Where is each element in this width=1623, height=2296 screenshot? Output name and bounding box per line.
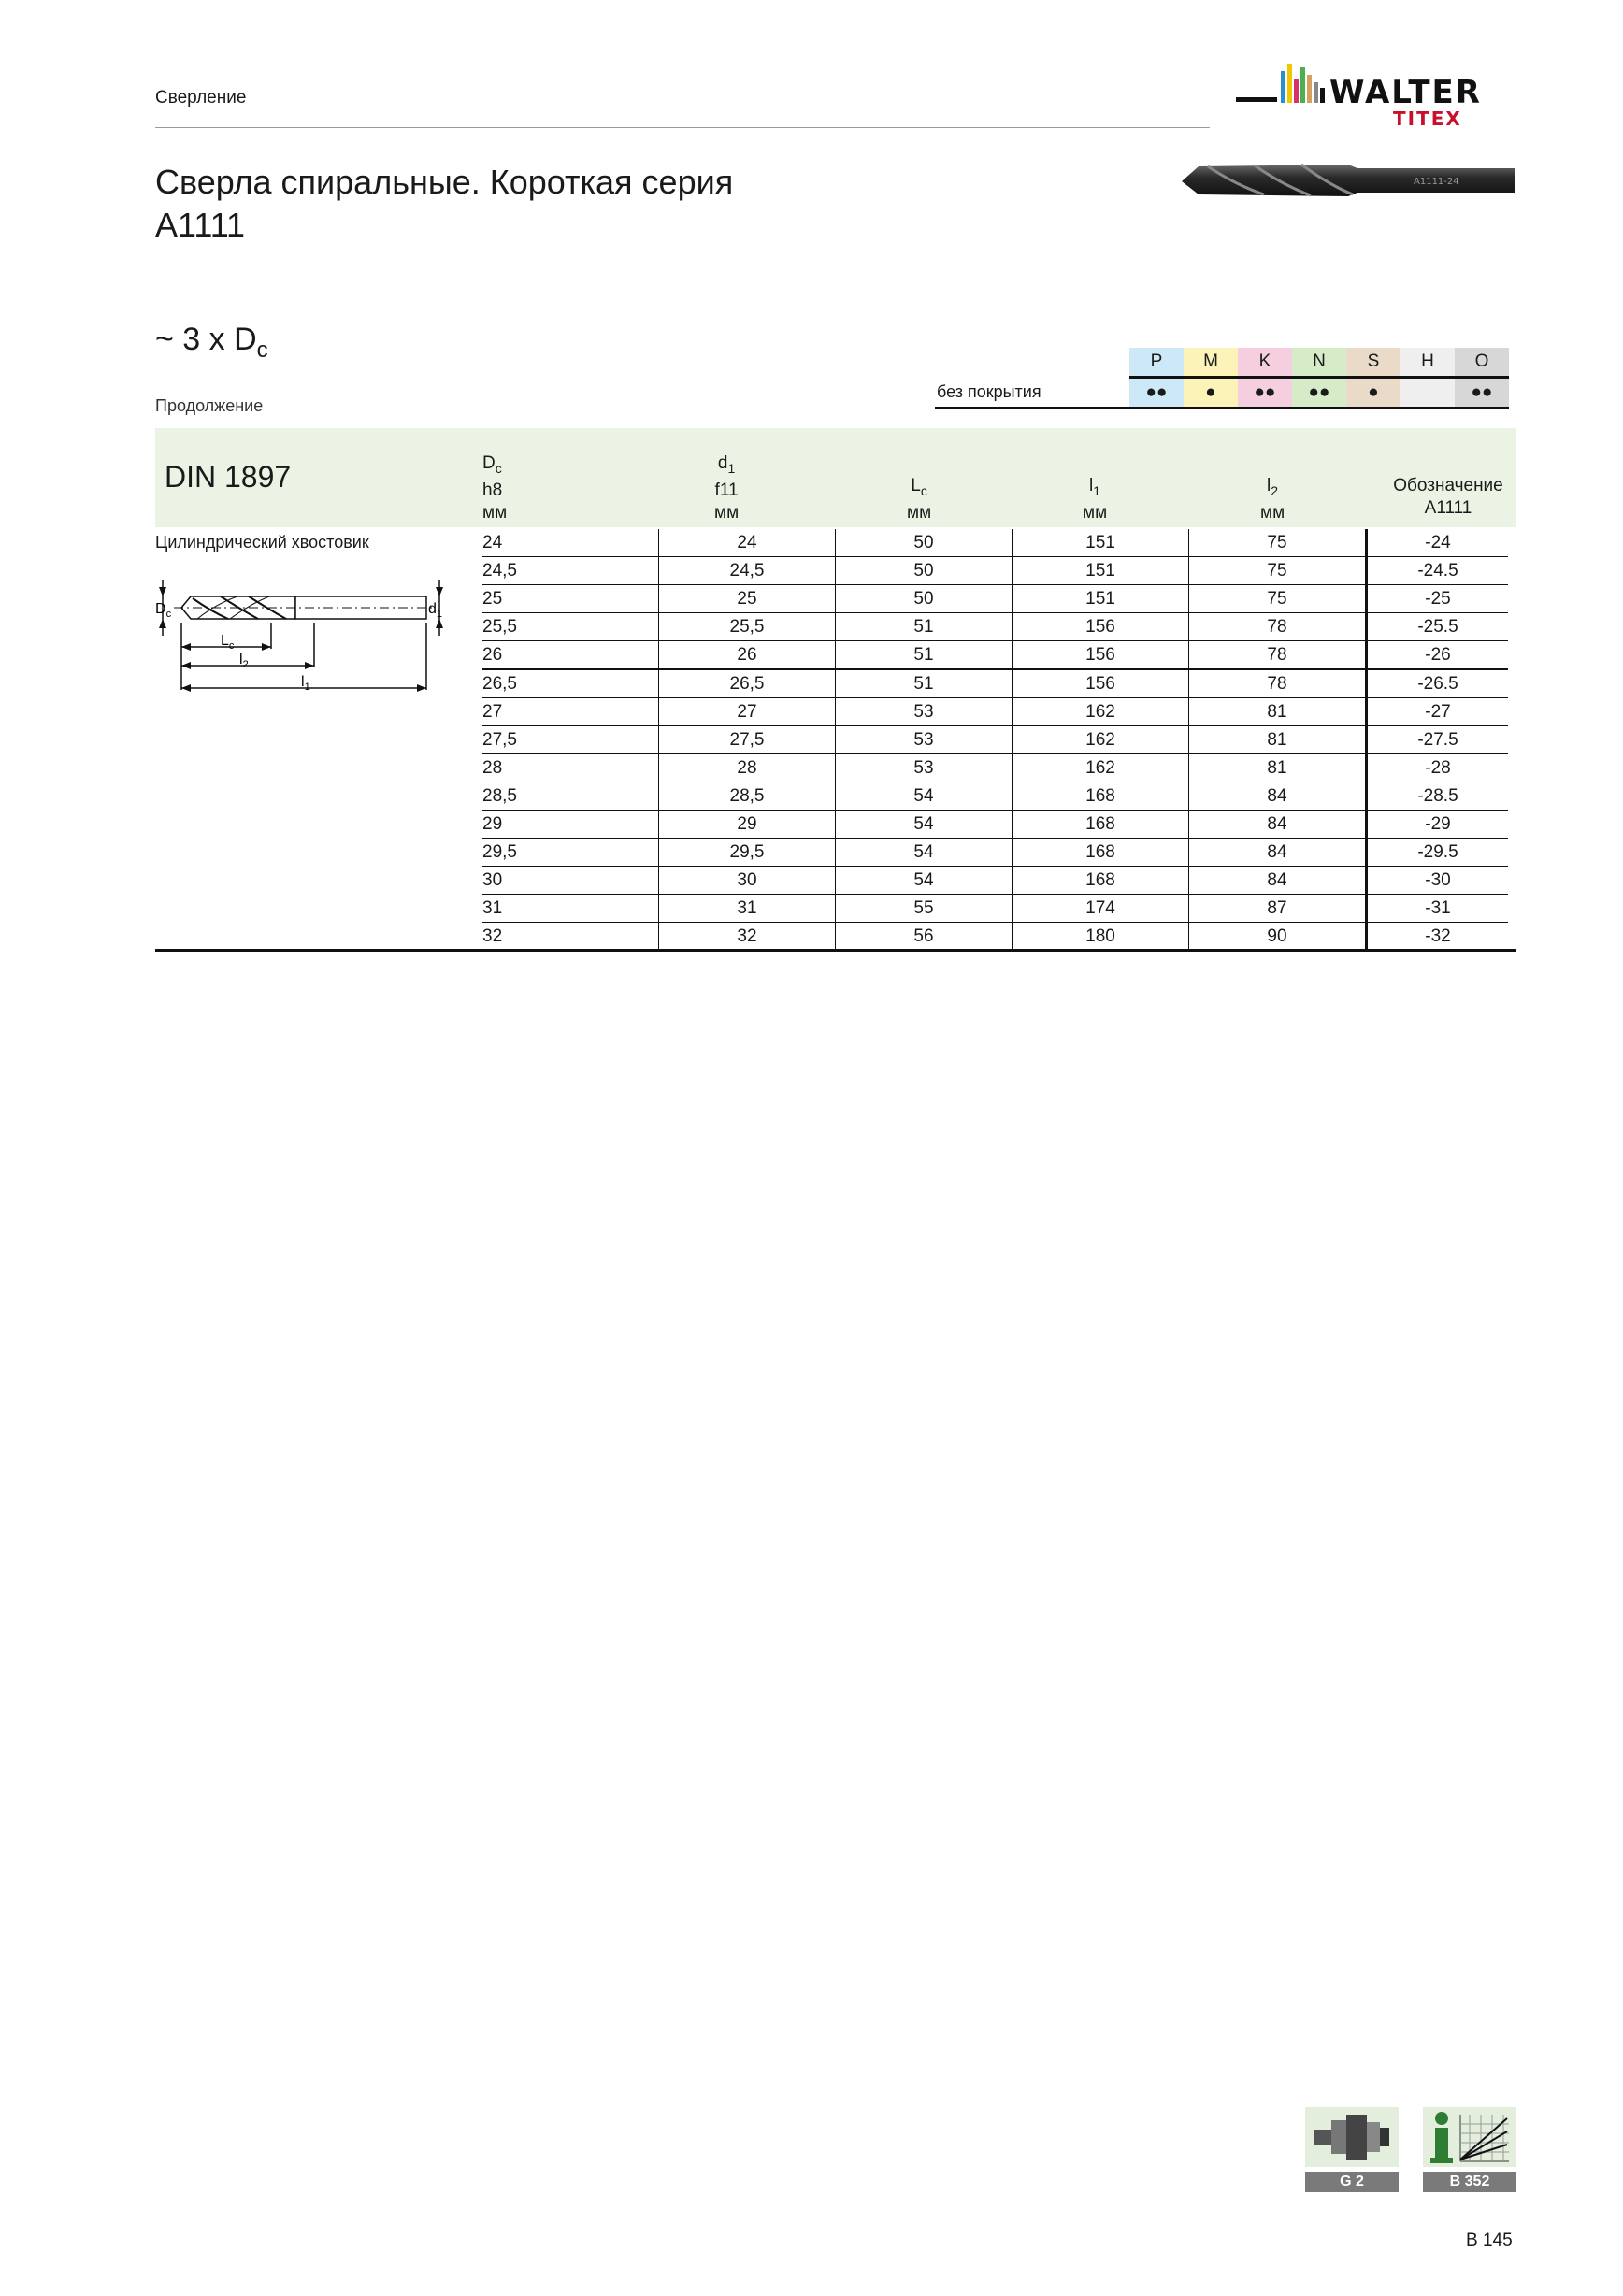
material-mark: ●● (1455, 378, 1509, 409)
cell-dc: 25,5 (482, 613, 659, 641)
cell-lc: 53 (836, 726, 1013, 754)
drill-photo (1180, 157, 1516, 204)
dimension-table (482, 529, 1508, 951)
diagram-d1: $d_1$ (428, 601, 443, 620)
cell-dc: 28 (482, 754, 659, 782)
logo-brand: WALTER (1329, 74, 1482, 111)
cell-d1: 27,5 (659, 726, 836, 754)
cell-dc: 29 (482, 811, 659, 839)
header-lc: $L_c$ мм (907, 476, 932, 523)
ratio-prefix: ~ 3 x D (155, 322, 257, 357)
cell-l1: 156 (1013, 641, 1189, 670)
table-row (482, 839, 1508, 867)
material-group: H (1400, 348, 1455, 378)
tool-holder-icon (1305, 2107, 1399, 2167)
page-number: B 145 (1466, 2231, 1513, 2250)
cell-l2: 84 (1189, 782, 1367, 811)
material-table (935, 348, 1509, 409)
header-rule (155, 127, 1210, 128)
cell-l2: 78 (1189, 641, 1367, 670)
cell-lc: 54 (836, 867, 1013, 895)
reference-g2-label: G 2 (1305, 2172, 1399, 2192)
material-group: O (1455, 348, 1509, 378)
material-mark: ●● (1292, 378, 1346, 409)
cell-code: -27 (1367, 698, 1509, 726)
info-chart-icon (1423, 2107, 1516, 2167)
cell-code: -28 (1367, 754, 1509, 782)
header-code: Обозначение A1111 (1393, 476, 1503, 518)
cell-dc: 24 (482, 529, 659, 557)
material-group: M (1184, 348, 1238, 378)
cell-code: -32 (1367, 923, 1509, 951)
diagram-l1: $l_1$ (301, 674, 310, 693)
cell-lc: 54 (836, 811, 1013, 839)
cell-l2: 84 (1189, 867, 1367, 895)
cell-d1: 25,5 (659, 613, 836, 641)
cell-l1: 168 (1013, 867, 1189, 895)
title-line-1: Сверла спиральные. Короткая серия (155, 163, 734, 201)
table-row (482, 895, 1508, 923)
logo-sub: TITEX (1393, 108, 1462, 130)
table-row (482, 557, 1508, 585)
table-row (482, 641, 1508, 670)
diagram-dc: $D_c$ (155, 601, 172, 620)
cell-lc: 51 (836, 669, 1013, 698)
cell-d1: 26,5 (659, 669, 836, 698)
cell-l1: 168 (1013, 782, 1189, 811)
drill-marking: A1111-24 (1414, 177, 1459, 187)
cell-code: -25 (1367, 585, 1509, 613)
reference-g2[interactable] (1305, 2107, 1399, 2188)
cell-l2: 87 (1189, 895, 1367, 923)
cell-l2: 78 (1189, 669, 1367, 698)
cell-dc: 31 (482, 895, 659, 923)
diagram-l2: $l_2$ (239, 652, 249, 670)
diagram-lc: $L_c$ (221, 633, 235, 652)
cell-l2: 81 (1189, 754, 1367, 782)
title-line-2: A1111 (155, 206, 246, 244)
cell-l1: 156 (1013, 613, 1189, 641)
cell-l1: 180 (1013, 923, 1189, 951)
cell-l2: 75 (1189, 557, 1367, 585)
material-mark: ● (1184, 378, 1238, 409)
cell-l1: 162 (1013, 726, 1189, 754)
header-l1: $l_1$ мм (1083, 476, 1108, 523)
cell-l1: 174 (1013, 895, 1189, 923)
cell-dc: 26,5 (482, 669, 659, 698)
page-title (155, 161, 733, 247)
cell-code: -28.5 (1367, 782, 1509, 811)
table-row (482, 811, 1508, 839)
cell-l1: 151 (1013, 557, 1189, 585)
cell-code: -26 (1367, 641, 1509, 670)
cell-d1: 28 (659, 754, 836, 782)
table-row (482, 698, 1508, 726)
cell-code: -29.5 (1367, 839, 1509, 867)
coating-label: без покрытия (935, 378, 1129, 409)
ratio-sub: c (256, 337, 268, 363)
cell-code: -24 (1367, 529, 1509, 557)
cell-dc: 27,5 (482, 726, 659, 754)
cell-l2: 75 (1189, 585, 1367, 613)
cell-lc: 54 (836, 839, 1013, 867)
shank-type: Цилиндрический хвостовик (155, 533, 369, 552)
table-bottom-rule (155, 949, 1516, 952)
cell-l2: 81 (1189, 726, 1367, 754)
table-row (482, 923, 1508, 951)
cell-lc: 50 (836, 585, 1013, 613)
cell-lc: 50 (836, 557, 1013, 585)
cell-d1: 28,5 (659, 782, 836, 811)
cell-d1: 29 (659, 811, 836, 839)
cell-l2: 84 (1189, 839, 1367, 867)
cell-dc: 28,5 (482, 782, 659, 811)
cell-code: -30 (1367, 867, 1509, 895)
cell-lc: 55 (836, 895, 1013, 923)
table-row (482, 754, 1508, 782)
table-row (482, 585, 1508, 613)
material-marks-row (935, 378, 1509, 409)
cell-l1: 168 (1013, 839, 1189, 867)
material-mark: ●● (1238, 378, 1292, 409)
cell-lc: 54 (836, 782, 1013, 811)
cell-l1: 168 (1013, 811, 1189, 839)
cell-dc: 26 (482, 641, 659, 670)
cell-d1: 32 (659, 923, 836, 951)
cell-d1: 24 (659, 529, 836, 557)
cell-l1: 156 (1013, 669, 1189, 698)
cell-l2: 90 (1189, 923, 1367, 951)
header-dc: $D_c$ h8 мм (482, 453, 508, 523)
din-standard: DIN 1897 (165, 460, 292, 494)
table-row (482, 726, 1508, 754)
cell-code: -31 (1367, 895, 1509, 923)
cell-dc: 29,5 (482, 839, 659, 867)
cell-dc: 32 (482, 923, 659, 951)
cell-code: -29 (1367, 811, 1509, 839)
cell-dc: 25 (482, 585, 659, 613)
cell-dc: 27 (482, 698, 659, 726)
cell-l1: 162 (1013, 754, 1189, 782)
table-row (482, 782, 1508, 811)
drill-dimension-diagram (155, 570, 454, 710)
cell-dc: 30 (482, 867, 659, 895)
cell-l2: 78 (1189, 613, 1367, 641)
cell-code: -25.5 (1367, 613, 1509, 641)
cell-l1: 151 (1013, 529, 1189, 557)
cell-lc: 51 (836, 613, 1013, 641)
cell-l2: 75 (1189, 529, 1367, 557)
table-header-band (155, 428, 1516, 527)
material-group: P (1129, 348, 1184, 378)
cell-d1: 31 (659, 895, 836, 923)
cell-code: -24.5 (1367, 557, 1509, 585)
walter-titex-logo (1236, 60, 1516, 136)
cell-lc: 56 (836, 923, 1013, 951)
material-mark: ● (1346, 378, 1400, 409)
material-mark: ●● (1129, 378, 1184, 409)
section-label: Сверление (155, 88, 247, 108)
table-row (482, 867, 1508, 895)
cell-lc: 53 (836, 698, 1013, 726)
material-header-row (935, 348, 1509, 378)
material-group: N (1292, 348, 1346, 378)
cell-d1: 26 (659, 641, 836, 670)
table-row (482, 529, 1508, 557)
cell-d1: 30 (659, 867, 836, 895)
cell-d1: 27 (659, 698, 836, 726)
material-group: K (1238, 348, 1292, 378)
cell-d1: 29,5 (659, 839, 836, 867)
table-row (482, 613, 1508, 641)
material-group: S (1346, 348, 1400, 378)
cell-l1: 162 (1013, 698, 1189, 726)
length-ratio (155, 322, 268, 364)
cell-dc: 24,5 (482, 557, 659, 585)
header-l2: $l_2$ мм (1260, 476, 1285, 523)
cell-l2: 84 (1189, 811, 1367, 839)
reference-b352[interactable] (1423, 2107, 1516, 2188)
cell-lc: 51 (836, 641, 1013, 670)
cell-d1: 24,5 (659, 557, 836, 585)
cell-l2: 81 (1189, 698, 1367, 726)
continuation-note: Продолжение (155, 396, 264, 415)
cell-lc: 53 (836, 754, 1013, 782)
cell-d1: 25 (659, 585, 836, 613)
material-mark (1400, 378, 1455, 409)
cell-l1: 151 (1013, 585, 1189, 613)
table-row (482, 669, 1508, 698)
reference-b352-label: B 352 (1423, 2172, 1516, 2192)
cell-code: -26.5 (1367, 669, 1509, 698)
header-d1: $d_1$ f11 мм (714, 453, 740, 523)
cell-lc: 50 (836, 529, 1013, 557)
cell-code: -27.5 (1367, 726, 1509, 754)
